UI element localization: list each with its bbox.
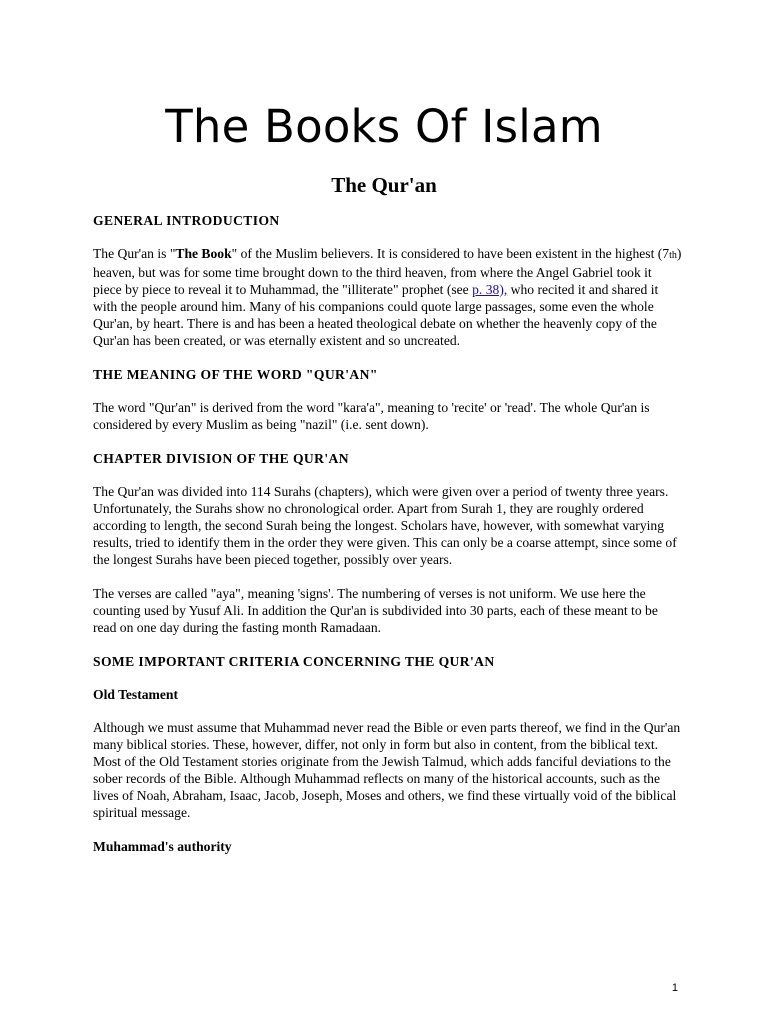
bold-the-book: The Book (175, 246, 232, 261)
subheading-old-testament: Old Testament (93, 687, 178, 702)
text-run: who recited it and shared it with the people around him. Many of his companions could quote large passages, some even the whole Qur'an, by heart. There is and has been a heated theological debate on whether the heavenly copy of the Qur'an has been created, or was eternally existent and so uncreated. (93, 282, 659, 348)
page-reference-link[interactable]: p. 38), (472, 282, 508, 297)
document-title: The Books Of Islam (165, 100, 603, 153)
page-number: 1 (671, 982, 678, 994)
text-run: The Qur'an is " (93, 246, 176, 261)
paragraph-general-introduction (93, 245, 683, 349)
section-heading-criteria: SOME IMPORTANT CRITERIA CONCERNING THE QUR'AN (93, 654, 495, 669)
paragraph-chapter-division-2: The verses are called "aya", meaning 'signs'. The numbering of verses is not uniform. We use here the counting used by Yusuf Ali. In addition the Qur'an is subdivided into 30 parts, each of these meant to be read on one day during the fasting month Ramadaan. (93, 586, 658, 635)
section-heading-chapter-division: CHAPTER DIVISION OF THE QUR'AN (93, 451, 349, 466)
section-heading-general-introduction: GENERAL INTRODUCTION (93, 213, 280, 228)
text-run: ) heaven, but was for some time brought down to the third heaven, from where the Angel Gabriel took it piece by piece to reveal it to Muhammad, the "illiterate" prophet (see (93, 246, 682, 297)
paragraph-chapter-division-1: The Qur'an was divided into 114 Surahs (chapters), which were given over a period of twenty three years. Unfortunately, the Surahs show no chronological order. Apart from Surah 1, they are roughly ordered according to length, the second Surah being the longest. Scholars have, however, with somewhat varying results, tried to identify them in the order they were given. This can only be a coarse attempt, since some of the longest Surahs have been pieced together, possibly over years. (93, 484, 677, 567)
text-run: " of the Muslim believers. It is considered to have been existent in the highest (7 (231, 246, 670, 261)
paragraph-meaning: The word "Qur'an" is derived from the word "kara'a", meaning to 'recite' or 'read'. The whole Qur'an is considered by every Muslim as being "nazil" (i.e. sent down). (93, 400, 650, 432)
subheading-muhammads-authority: Muhammad's authority (93, 839, 232, 854)
section-heading-meaning: THE MEANING OF THE WORD "QUR'AN" (93, 367, 378, 382)
document-subtitle: The Qur'an (331, 173, 437, 197)
paragraph-old-testament: Although we must assume that Muhammad never read the Bible or even parts thereof, we find in the Qur'an many biblical stories. These, however, differ, not only in form but also in content, from the biblical text. Most of the Old Testament stories originate from the Jewish Talmud, which adds fanciful deviations to the sober records of the Bible. Although Muhammad reflects on many of the historical accounts, such as the lives of Noah, Abraham, Isaac, Jacob, Joseph, Moses and others, we find these virtually void of the biblical spiritual message. (93, 720, 681, 820)
ordinal-suffix: th (669, 250, 677, 261)
document-body (93, 212, 683, 871)
